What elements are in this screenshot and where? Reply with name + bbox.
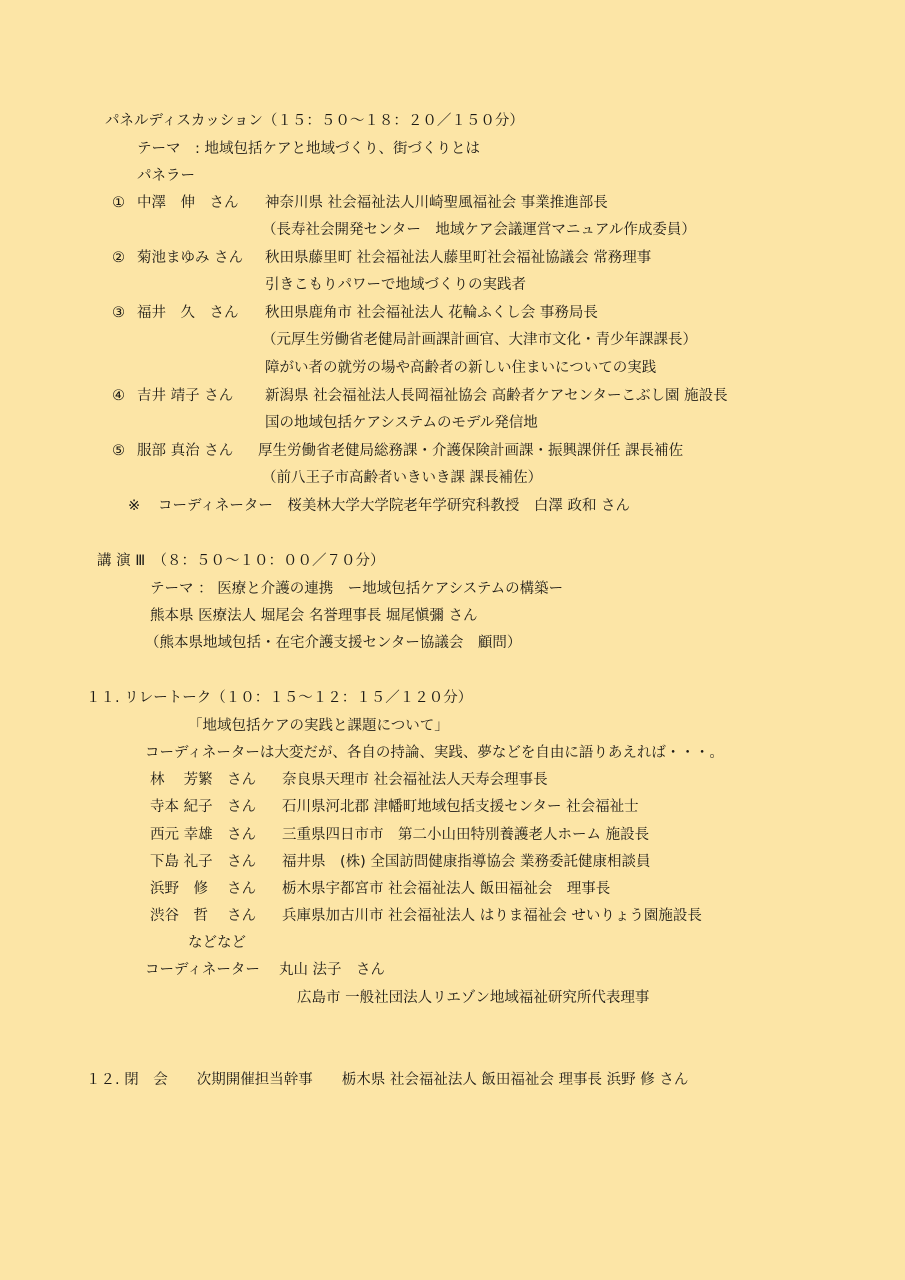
panelist-3-line-1: 秋田県鹿角市 社会福祉法人 花輪ふくし会 事務局長	[265, 305, 598, 321]
relay-speaker-3-name: 西元 幸雄 さん	[150, 827, 257, 843]
panelist-2-line-1: 秋田県藤里町 社会福祉法人藤里町社会福祉協議会 常務理事	[265, 250, 652, 266]
panel-coordinator: コーディネーター 桜美林大学大学院老年学研究科教授 白澤 政和 さん	[158, 498, 631, 514]
relay-speaker-5-name: 浜野 修 さん	[150, 881, 257, 897]
panelist-1-num: ①	[112, 195, 125, 211]
relay-speaker-6-aff: 兵庫県加古川市 社会福祉法人 はりま福祉会 せいりょう園施設長	[282, 908, 702, 924]
panelist-3-num: ③	[112, 305, 125, 321]
relay-speaker-6-name: 渋谷 哲 さん	[150, 908, 257, 924]
lecture3-speaker-note: （熊本県地域包括・在宅介護支援センター協議会 顧問）	[145, 635, 522, 651]
relay-speaker-1-name: 林 芳繁 さん	[150, 772, 257, 788]
relay-heading: １１. リレートーク（１０：１５～１２：１５／１２０分）	[86, 690, 473, 706]
relay-speaker-4-aff: 福井県 (株) 全国訪問健康指導協会 業務委託健康相談員	[282, 854, 651, 870]
lecture3-heading: 講 演 Ⅲ （８：５０～１０：００／７０分）	[97, 553, 385, 569]
panelist-5-line-2: （前八王子市高齢者いきいき課 課長補佐）	[262, 470, 543, 486]
panelist-3-line-2: （元厚生労働省老健局計画課計画官、大津市文化・青少年課課長）	[262, 332, 697, 348]
panelist-5-line-1: 厚生労働省老健局総務課・介護保険計画課・振興課併任 課長補佐	[258, 443, 684, 459]
panelist-2-name: 菊池まゆみ さん	[137, 250, 244, 266]
panelist-5-name: 服部 真治 さん	[137, 443, 234, 459]
relay-speaker-1-aff: 奈良県天理市 社会福祉法人天寿会理事長	[282, 772, 548, 788]
panel-theme: テーマ : 地域包括ケアと地域づくり、街づくりとは	[137, 141, 480, 157]
relay-coordinator: コーディネーター 丸山 法子 さん	[145, 962, 386, 978]
relay-speaker-3-aff: 三重県四日市市 第二小山田特別養護老人ホーム 施設長	[282, 827, 650, 843]
relay-title: 「地域包括ケアの実践と課題について」	[188, 718, 449, 734]
panelists-label: パネラー	[137, 168, 195, 184]
relay-speaker-5-aff: 栃木県宇都宮市 社会福祉法人 飯田福祉会 理事長	[282, 881, 611, 897]
panelist-4-line-2: 国の地域包括ケアシステムのモデル発信地	[265, 415, 538, 431]
panelist-1-line-1: 神奈川県 社会福祉法人川崎聖風福祉会 事業推進部長	[265, 195, 608, 211]
panelist-4-line-1: 新潟県 社会福祉法人長岡福祉協会 高齢者ケアセンターこぶし園 施設長	[265, 388, 728, 404]
lecture3-theme: テーマ ： 医療と介護の連携 ー地域包括ケアシステムの構築ー	[150, 581, 564, 597]
relay-intro: コーディネーターは大変だが、各自の持論、実践、夢などを自由に語りあえれば・・・。	[145, 745, 724, 761]
panelist-2-line-2: 引きこもりパワーで地域づくりの実践者	[265, 277, 526, 293]
panelist-4-num: ④	[112, 388, 125, 404]
relay-speaker-4-name: 下島 礼子 さん	[150, 854, 257, 870]
panelist-3-name: 福井 久 さん	[137, 305, 239, 321]
panelist-4-name: 吉井 靖子 さん	[137, 388, 234, 404]
panelist-2-num: ②	[112, 250, 125, 266]
relay-etc: などなど	[188, 935, 246, 951]
panelist-3-line-3: 障がい者の就労の場や高齢者の新しい住まいについての実践	[265, 360, 657, 376]
panel-heading: パネルディスカッション（１５：５０～１８：２０／１５０分）	[105, 113, 524, 129]
relay-coordinator-aff: 広島市 一般社団法人リエゾン地域福祉研究所代表理事	[297, 990, 650, 1006]
panelist-1-name: 中澤 伸 さん	[137, 195, 239, 211]
relay-speaker-2-aff: 石川県河北郡 津幡町地域包括支援センター 社会福祉士	[282, 799, 639, 815]
panelist-1-line-2: （長寿社会開発センター 地域ケア会議運営マニュアル作成委員）	[262, 222, 696, 238]
coordinator-mark: ※	[128, 498, 141, 514]
lecture3-speaker: 熊本県 医療法人 堀尾会 名誉理事長 堀尾愼彌 さん	[150, 608, 478, 624]
closing-line: １２. 閉 会 次期開催担当幹事 栃木県 社会福祉法人 飯田福祉会 理事長 浜野 修 さん	[86, 1072, 689, 1088]
relay-speaker-2-name: 寺本 紀子 さん	[150, 799, 257, 815]
panelist-5-num: ⑤	[112, 443, 125, 459]
